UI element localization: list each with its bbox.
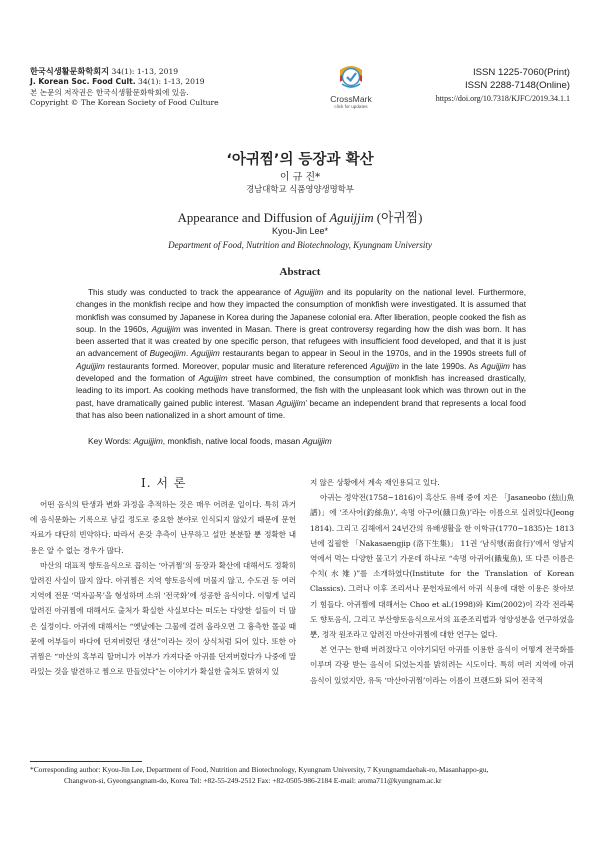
copyright-kr: 본 논문의 저작권은 한국식생활문화학회에 있음. bbox=[30, 87, 189, 97]
crossmark-label: CrossMark bbox=[330, 94, 372, 104]
title-en-italic: Aguijjim bbox=[329, 211, 374, 225]
issn-online: ISSN 2288-7148(Online) bbox=[464, 80, 570, 91]
paragraph: 본 연구는 한때 버려졌다고 이야기되던 아귀를 이용한 음식이 어떻게 전국화를 이루며 각광 받는 음식이 되었는지를 밝히려는 시도이다. 특히 여러 지역에 아귀 음식이 있었지만, 유독 ‘마산아귀찜’이라는 이름이 브랜드화 되어 전국적 bbox=[310, 645, 574, 685]
journal-volume-en: 34(1): 1-13, 2019 bbox=[135, 77, 205, 87]
paragraph: 어떤 음식의 탄생과 변화 과정을 추적하는 것은 매우 어려운 일이다. 특히 과거에 음식문화는 기록으로 남길 정도로 중요한 분야로 인식되지 않았기 때문에 문헌자료가 대단히 빈약하다. 따라서 온갖 추측이 난무하고 설만 분분할 뿐 정확한 내용은 알 수 없는 경우가 많다. bbox=[30, 500, 296, 555]
abstract-term: Aguijjim bbox=[294, 288, 324, 297]
abstract-text: street have combined, the consumption of monkfish has increased drastically, leading to its import. As cooking methods have transformed, the fish with the unpleasant look which was thrown out in the past, have dramatically gained public interest. ‘Masan bbox=[76, 374, 526, 408]
journal-header bbox=[30, 66, 219, 109]
footnote-line: Changwon-si, Gyeongsangnam-do, Korea Tel: +82-55-249-2512 Fax: +82-0505-986-2184 E-mail: aroma711@kyungnam.ac.kr bbox=[64, 775, 442, 785]
author-kr: 이 규 진* bbox=[279, 172, 321, 183]
keywords-label: Key Words: bbox=[88, 436, 134, 446]
abstract-term: Aguijjim bbox=[198, 374, 228, 384]
body-column-right bbox=[310, 475, 574, 688]
abstract-text: was invented in Masan. There is great controversy regarding how the dish was born. It has been asserted that it was created by one specific person, that refugees with insufficient food developed, and that it is just an advancement of bbox=[76, 324, 526, 359]
keywords-text: , monkfish, native local foods, masan bbox=[162, 436, 303, 446]
abstract-text: ’ became an independent brand that represents a local food that has also been nationalized in a short amount of time. bbox=[76, 398, 526, 420]
abstract-term: Bugeojjim bbox=[149, 349, 186, 359]
abstract-text: in the late 1990s. As bbox=[399, 361, 482, 371]
author-en: Kyou-Jin Lee* bbox=[271, 226, 329, 236]
abstract-term: Aguijjim bbox=[151, 324, 181, 334]
title-en-prefix: Appearance and Diffusion of bbox=[177, 211, 330, 225]
abstract-text: restaurants began to appear in Seoul in the 1970s, and in the 1990s streets full of bbox=[219, 349, 527, 359]
journal-name-en: J. Korean Soc. Food Cult. bbox=[30, 77, 136, 87]
corresponding-author-footnote bbox=[30, 765, 575, 786]
footnote-line: *Corresponding author: Kyou-Jin Lee, Department of Food, Nutrition and Biotechnology, Kyungnam University, 7 Kyungnamdaehak-ro, Masanhappo-gu, bbox=[30, 765, 489, 774]
affiliation-en: Department of Food, Nutrition and Biotechnology, Kyungnam University bbox=[168, 240, 432, 250]
footnote-divider bbox=[30, 761, 142, 762]
abstract-term: Aguijjim bbox=[481, 361, 510, 371]
crossmark-icon bbox=[338, 62, 364, 90]
body-column-left bbox=[30, 497, 296, 679]
doi-link[interactable]: https://doi.org/10.7318/KJFC/2019.34.1.1 bbox=[435, 94, 570, 103]
journal-volume-kr: 34(1): 1-13, 2019 bbox=[109, 67, 179, 76]
abstract-text: . bbox=[185, 349, 191, 359]
abstract-text: and its popularity on the national level. Furthermore, changes in the monkfish recipe and how they impacted the consumption of monkfish were investigated. It is assumed that monkfish was consumed by Japanese in Korea during the Japanese colonial era. After liberation, people cooked the fish as soup. In the 1960s, bbox=[76, 288, 526, 334]
keywords bbox=[88, 436, 332, 446]
journal-name-kr: 한국식생활문화학회지 bbox=[30, 66, 110, 76]
issn-block bbox=[436, 66, 570, 105]
affiliation-kr: 경남대학교 식품영양생명학부 bbox=[246, 184, 354, 194]
paper-title-en bbox=[0, 207, 600, 226]
paragraph: 마산의 대표적 향토음식으로 꼽히는 ‘아귀찜’의 등장과 확산에 대해서도 정확히 알려진 사실이 많지 않다. 아귀찜은 지역 향토음식에 머물지 않고, 수도권 등 여러 지역에 전문 ‘먹자골목’을 형성하며 소위 ‘전국화’에 성공한 음식이다. 이렇게 널리 알려진 아귀찜에 대해서도 출처가 확실한 사실보다는 떠도는 다양한 설들이 더 많은 실정이다. 아귀에 대해서는 “옛날에는 그물에 걸려 올라오면 그 흉측한 몰골 때문에 어부들이 바다에 던져버렸던 생선”이라는 것이 상식처럼 되어 있다. 또한 아귀찜은 “마산의 혹부리 할머니가 어부가 가져다준 아귀를 던져버렸다가 나중에 말라있는 것을 발견하고 찜으로 만들었다”는 이야기가 확실한 출처도 밝혀지 있 bbox=[30, 560, 296, 677]
abstract-term: Aguijjim bbox=[370, 361, 400, 371]
abstract-term: Aguijjim bbox=[190, 349, 220, 359]
copyright-en: Copyright © The Korean Society of Food Culture bbox=[30, 98, 219, 108]
abstract-body bbox=[76, 287, 526, 422]
abstract-term: Aguijjim bbox=[276, 398, 306, 408]
paragraph: 지 않은 상황에서 계속 재인용되고 있다. bbox=[310, 478, 440, 487]
abstract-text: has developed and the formation of bbox=[76, 361, 526, 384]
crossmark-badge[interactable] bbox=[324, 62, 378, 109]
abstract-heading: Abstract bbox=[279, 266, 321, 278]
section-heading-intro: Ⅰ. 서 론 bbox=[141, 476, 187, 490]
title-en-suffix: (아귀찜) bbox=[373, 211, 423, 225]
abstract-term: Aguijjim bbox=[76, 361, 105, 371]
issn-print: ISSN 1225-7060(Print) bbox=[472, 67, 570, 78]
abstract-text: restaurants formed. Moreover, popular music and literature referenced bbox=[104, 361, 371, 371]
keyword-term: Aguijjim bbox=[133, 436, 163, 446]
paper-title-kr: ‘아귀찜’의 등장과 확산 bbox=[226, 152, 374, 168]
keyword-term: Aguijjim bbox=[302, 436, 332, 446]
paragraph: 아귀는 정약전(1758~1816)이 흑산도 유배 중에 지은 「Jasaneobo (玆山魚譜)」에 ‘조사어(釣絲魚)’, 속명 아구어(餓口魚)’라는 이름으로 실려있다(Jeong 1814). 그리고 김해에서 24년간의 유배생활을 한 이학규(1770~1835)는 1813년에 집필한 「Nakasaengjip (洛下生集)」 11권 ‘남식행(南食行)’에서 영남지역에서 먹는 다양한 물고기 가운데 하나로 “속명 아귀어(餓鬼魚), 또 다른 이름은 수치(水雉)”를 소개하였다(Institute for the Translation of Korean Classics). 그러나 이후 조리서나 문헌자료에서 아귀 식용에 대한 이용은 찾아보기 힘들다. 아귀찜에 대해서는 Choo et al.(1998)와 Kim(2002)이 각각 전라북도 향토음식, 그리고 부산향토음식으로서의 표준조리법과 영양성분을 연구하였을 뿐, 정작 원조라고 알려진 마산아귀찜에 대한 연구는 없다. bbox=[310, 493, 574, 640]
crossmark-sub: click for updates bbox=[334, 104, 368, 109]
abstract-text: This study was conducted to track the appearance of bbox=[88, 288, 295, 297]
